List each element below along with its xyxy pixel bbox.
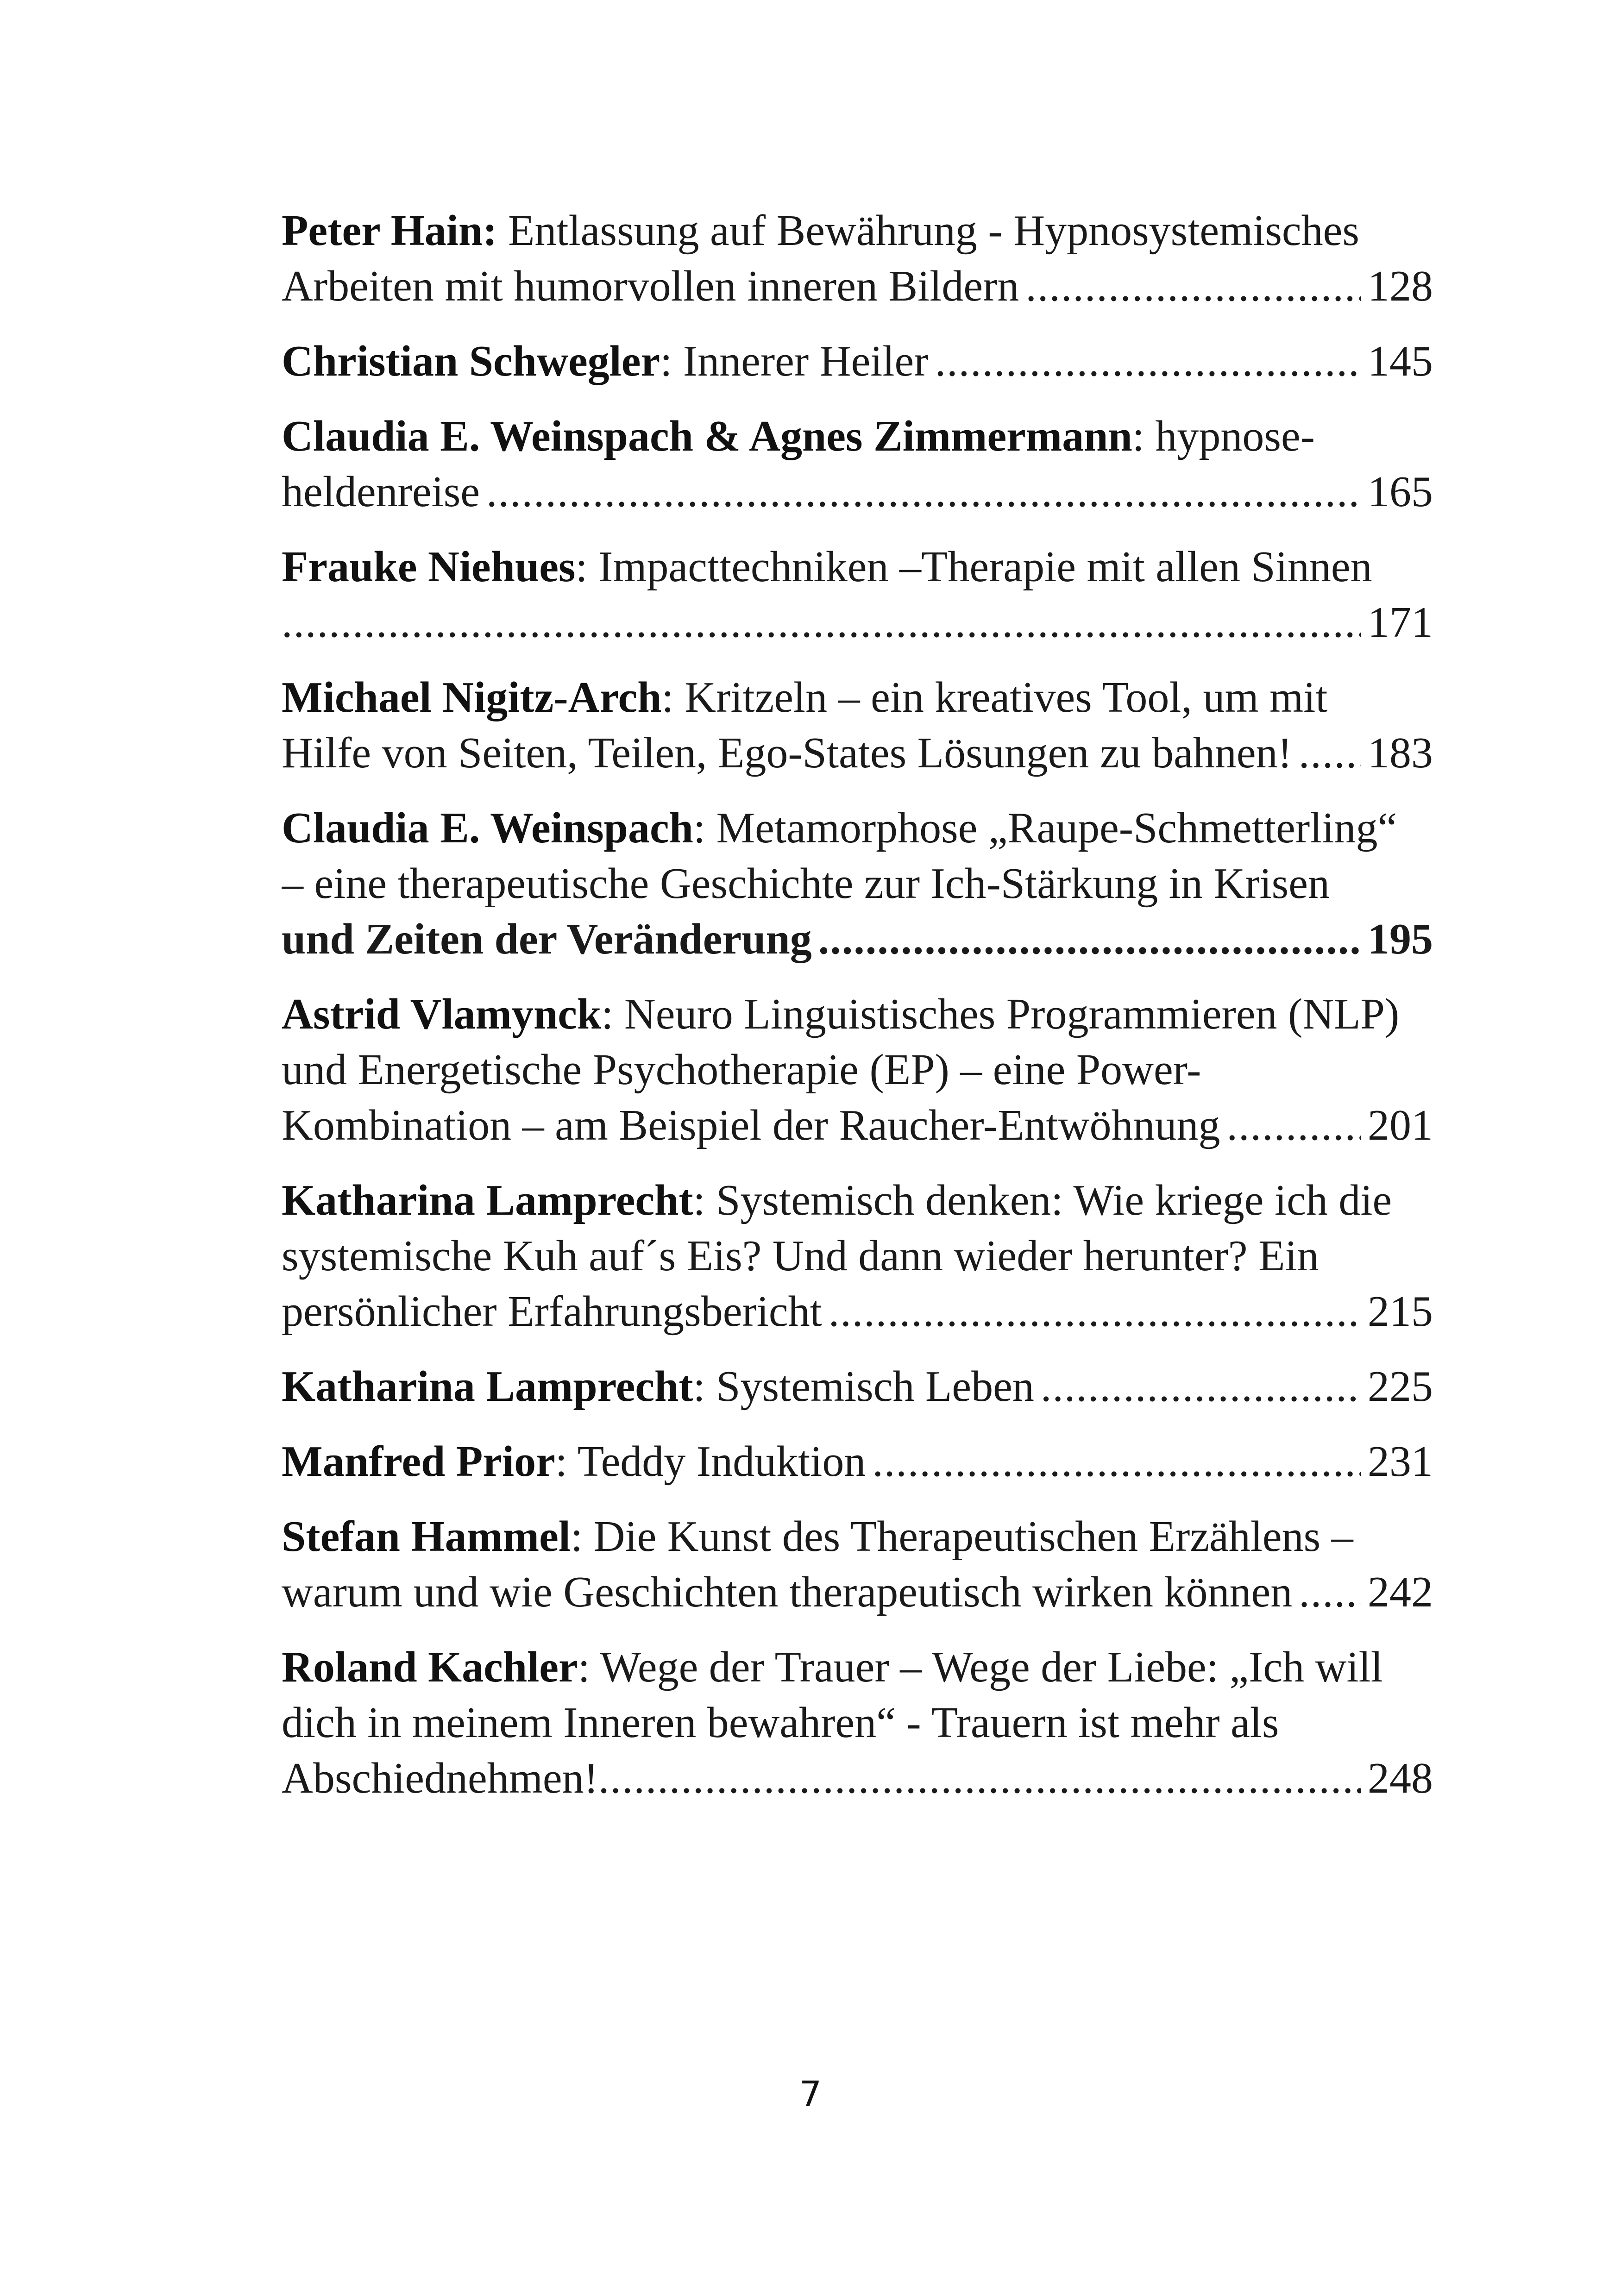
toc-title: warum und wie Geschichten therapeutisch wirken können (282, 1568, 1293, 1616)
toc-title: : Metamorphose „Raupe-Schmetterling“ (693, 804, 1397, 852)
toc-entry-leader-line[interactable] (282, 595, 1433, 650)
toc-author: Michael Nigitz-Arch (282, 673, 662, 721)
toc-entry-text (282, 1434, 866, 1489)
toc-title: : Kritzeln – ein kreatives Tool, um mit (661, 673, 1328, 721)
dot-leader (1299, 1564, 1361, 1620)
toc-page-number: 183 (1368, 729, 1433, 777)
toc-title: Hilfe von Seiten, Teilen, Ego-States Lösungen zu bahnen! (282, 729, 1292, 777)
toc-entry-line (282, 1228, 1433, 1284)
toc-title: : Systemisch denken: Wie kriege ich die (693, 1176, 1392, 1224)
toc-title: Kombination – am Beispiel der Raucher-Entwöhnung (282, 1101, 1220, 1149)
toc-entry-line (282, 1173, 1433, 1228)
toc-page-number: 242 (1368, 1568, 1433, 1616)
toc-title: : Wege der Trauer – Wege der Liebe: „Ich will (578, 1643, 1383, 1691)
toc-title: dich in meinem Inneren bewahren“ - Trauern ist mehr als (282, 1699, 1279, 1747)
toc-page-number: 248 (1368, 1754, 1433, 1802)
toc-page-number: 195 (1368, 915, 1433, 963)
toc-entry-leader-line[interactable] (282, 1284, 1433, 1339)
toc-title: – eine therapeutische Geschichte zur Ich-Stärkung in Krisen (282, 859, 1330, 908)
dot-leader (1025, 258, 1361, 314)
toc-entry-leader-line[interactable] (282, 911, 1433, 967)
toc-entry-leader-line[interactable] (282, 464, 1433, 520)
toc-entry-line (282, 1042, 1433, 1098)
dot-leader (1041, 1359, 1361, 1414)
toc-title: : Teddy Induktion (555, 1437, 866, 1486)
page-number: 7 (799, 2073, 822, 2114)
dot-leader (829, 1284, 1361, 1339)
toc-title: : Neuro Linguistisches Programmieren (NLP) (601, 990, 1400, 1038)
toc-page-number: 231 (1368, 1437, 1433, 1486)
dot-leader (486, 464, 1361, 520)
toc-entry-leader-line[interactable] (282, 1564, 1433, 1620)
toc-author: Frauke Niehues (282, 543, 576, 591)
toc-title: Arbeiten mit humorvollen inneren Bildern (282, 262, 1019, 310)
toc-entry-line (282, 539, 1433, 595)
toc-page-number: 145 (1368, 337, 1433, 385)
toc-title: : Systemisch Leben (693, 1362, 1034, 1411)
toc-author: Roland Kachler (282, 1643, 578, 1691)
toc-title: : Impacttechniken –Therapie mit allen Sinnen (575, 543, 1372, 591)
toc-entry-leader-line[interactable] (282, 258, 1433, 314)
toc-title: heldenreise (282, 468, 480, 516)
toc-page-number: 225 (1368, 1362, 1433, 1411)
toc-entry-line (282, 856, 1433, 911)
toc-title: : hypnose- (1132, 412, 1315, 460)
toc-author: Christian Schwegler (282, 337, 660, 385)
toc-title: Entlassung auf Bewährung - Hypnosystemisches (508, 207, 1359, 255)
toc-entry-text (282, 333, 929, 389)
toc-entry-line (282, 800, 1433, 856)
toc-entry-line (282, 670, 1433, 725)
toc-entry-line (282, 1639, 1433, 1695)
toc-author: Claudia E. Weinspach (282, 804, 693, 852)
toc-title: : Innerer Heiler (660, 337, 929, 385)
toc-author: Katharina Lamprecht (282, 1176, 693, 1224)
toc-entry-line (282, 1695, 1433, 1750)
toc-entry-leader-line[interactable] (282, 1750, 1433, 1806)
toc-author: Astrid Vlamynck (282, 990, 602, 1038)
toc-entry-line (282, 408, 1433, 464)
toc-title: persönlicher Erfahrungsbericht (282, 1287, 822, 1336)
toc-author: Peter Hain: (282, 207, 497, 255)
toc-entry-leader-line[interactable] (282, 1098, 1433, 1153)
toc-entry-line (282, 203, 1433, 258)
toc-author: Manfred Prior (282, 1437, 555, 1486)
toc-page-number: 215 (1368, 1287, 1433, 1336)
toc-entry-leader-line[interactable] (282, 1434, 1433, 1489)
dot-leader (872, 1434, 1361, 1489)
toc-page-number: 171 (1368, 598, 1433, 646)
toc-author: Stefan Hammel (282, 1512, 571, 1561)
toc-title: systemische Kuh auf´s Eis? Und dann wieder herunter? Ein (282, 1232, 1319, 1280)
dot-leader (282, 595, 1361, 650)
toc-entry-line (282, 1509, 1433, 1564)
dot-leader (1227, 1098, 1361, 1153)
toc-entry-text (282, 1359, 1034, 1414)
toc-title: Abschiednehmen! (282, 1754, 598, 1802)
toc-page-number: 128 (1368, 262, 1433, 310)
toc-entry-leader-line[interactable] (282, 333, 1433, 389)
toc-title: und Energetische Psychotherapie (EP) – eine Power- (282, 1046, 1201, 1094)
dot-leader (818, 911, 1361, 967)
toc-page-number: 201 (1368, 1101, 1433, 1149)
toc-title: : Die Kunst des Therapeutischen Erzählens – (570, 1512, 1353, 1561)
toc-author: Claudia E. Weinspach & Agnes Zimmermann (282, 412, 1132, 460)
toc-entry-line (282, 986, 1433, 1042)
dot-leader (1299, 725, 1361, 781)
dot-leader (935, 333, 1361, 389)
toc-page-number: 165 (1368, 468, 1433, 516)
toc-entry-leader-line[interactable] (282, 725, 1433, 781)
toc-author: Katharina Lamprecht (282, 1362, 693, 1411)
toc-entry-leader-line[interactable] (282, 1359, 1433, 1414)
toc-title: und Zeiten der Veränderung (282, 915, 812, 963)
dot-leader (598, 1750, 1361, 1806)
